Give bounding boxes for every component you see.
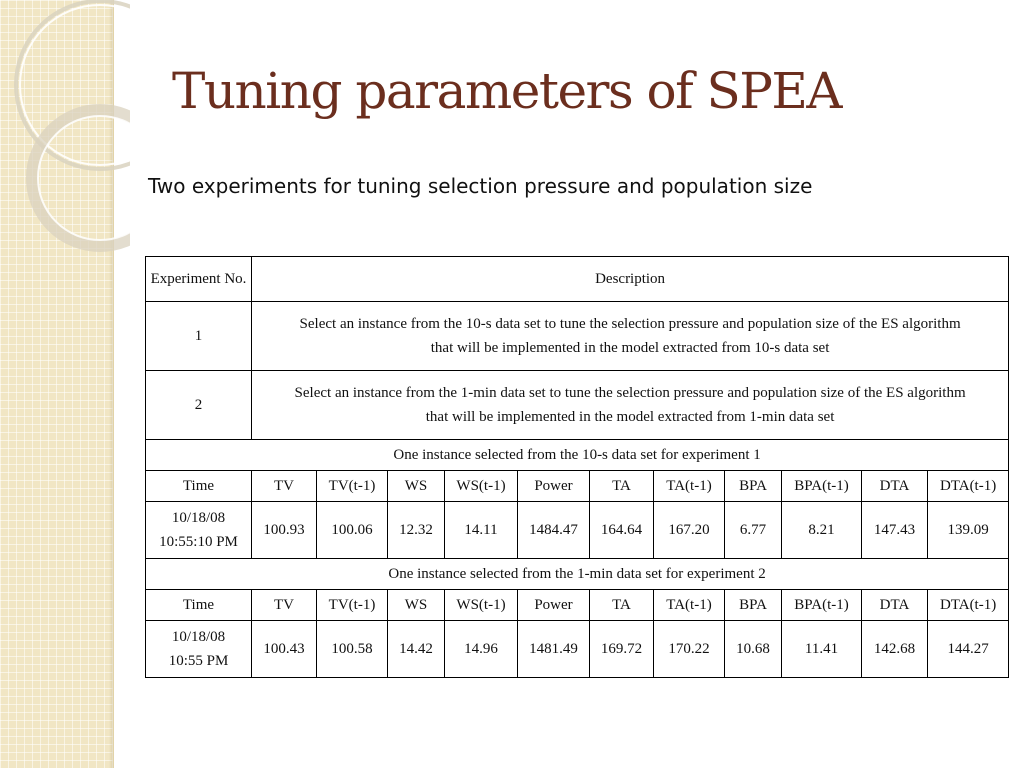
value-cell: 169.72	[590, 621, 654, 678]
column-header-row	[146, 590, 1009, 621]
description-line: Select an instance from the 10-s data set to tune the selection pressure and population size of the ES algorithm	[299, 316, 961, 332]
time-clock: 10:55:10 PM	[159, 534, 238, 550]
column-header: Time	[146, 471, 252, 502]
column-header: BPA(t-1)	[782, 471, 862, 502]
time-date: 10/18/08	[171, 629, 226, 645]
value-cell: 10.68	[725, 621, 782, 678]
slide-title: Tuning parameters of SPEA	[172, 62, 842, 120]
description-line: Select an instance from the 1-min data set to tune the selection pressure and population size of the ES algorithm	[294, 385, 966, 401]
column-header-row	[146, 471, 1009, 502]
value-cell: 1481.49	[518, 621, 590, 678]
time-date: 10/18/08	[171, 510, 226, 526]
time-cell	[146, 621, 252, 678]
column-header: TA	[590, 471, 654, 502]
value-cell: 6.77	[725, 502, 782, 559]
decorative-rings-icon	[0, 0, 130, 260]
column-header: TA	[590, 590, 654, 621]
value-cell: 100.58	[317, 621, 388, 678]
experiment-description	[252, 302, 1009, 371]
column-header: WS(t-1)	[445, 590, 518, 621]
experiment-description	[252, 371, 1009, 440]
value-cell: 147.43	[862, 502, 928, 559]
description-line: that will be implemented in the model extracted from 1-min data set	[425, 409, 835, 425]
value-cell: 1484.47	[518, 502, 590, 559]
column-header: WS	[388, 471, 445, 502]
column-header: TV	[252, 471, 317, 502]
instance-values-row	[146, 502, 1009, 559]
value-cell: 100.43	[252, 621, 317, 678]
spea-tuning-table	[145, 256, 1009, 678]
column-header: DTA	[862, 590, 928, 621]
description-line: that will be implemented in the model extracted from 10-s data set	[430, 340, 830, 356]
slide-subtitle: Two experiments for tuning selection pressure and population size	[148, 174, 813, 198]
column-header: Power	[518, 471, 590, 502]
value-cell: 12.32	[388, 502, 445, 559]
column-header: DTA	[862, 471, 928, 502]
value-cell: 142.68	[862, 621, 928, 678]
value-cell: 167.20	[654, 502, 725, 559]
column-header: DTA(t-1)	[928, 471, 1009, 502]
time-clock: 10:55 PM	[168, 653, 229, 669]
value-cell: 8.21	[782, 502, 862, 559]
column-header: WS	[388, 590, 445, 621]
column-header: BPA	[725, 471, 782, 502]
column-header: WS(t-1)	[445, 471, 518, 502]
header-description: Description	[252, 257, 1009, 302]
value-cell: 100.06	[317, 502, 388, 559]
value-cell: 144.27	[928, 621, 1009, 678]
value-cell: 14.11	[445, 502, 518, 559]
column-header: TA(t-1)	[654, 590, 725, 621]
column-header: TV(t-1)	[317, 471, 388, 502]
column-header: BPA	[725, 590, 782, 621]
table-header-row	[146, 257, 1009, 302]
value-cell: 170.22	[654, 621, 725, 678]
value-cell: 14.96	[445, 621, 518, 678]
column-header: TA(t-1)	[654, 471, 725, 502]
time-cell	[146, 502, 252, 559]
header-experiment-no: Experiment No.	[146, 257, 252, 302]
column-header: DTA(t-1)	[928, 590, 1009, 621]
column-header: Power	[518, 590, 590, 621]
value-cell: 14.42	[388, 621, 445, 678]
value-cell: 100.93	[252, 502, 317, 559]
column-header: TV	[252, 590, 317, 621]
instance-values-row	[146, 621, 1009, 678]
column-header: BPA(t-1)	[782, 590, 862, 621]
experiment-number: 2	[146, 371, 252, 440]
experiment-number: 1	[146, 302, 252, 371]
value-cell: 139.09	[928, 502, 1009, 559]
instance-caption: One instance selected from the 10-s data set for experiment 1	[146, 440, 1009, 471]
column-header: TV(t-1)	[317, 590, 388, 621]
column-header: Time	[146, 590, 252, 621]
experiment-row	[146, 302, 1009, 371]
value-cell: 11.41	[782, 621, 862, 678]
value-cell: 164.64	[590, 502, 654, 559]
instance-caption-row	[146, 440, 1009, 471]
instance-caption: One instance selected from the 1-min data set for experiment 2	[146, 559, 1009, 590]
experiment-row	[146, 371, 1009, 440]
instance-caption-row	[146, 559, 1009, 590]
